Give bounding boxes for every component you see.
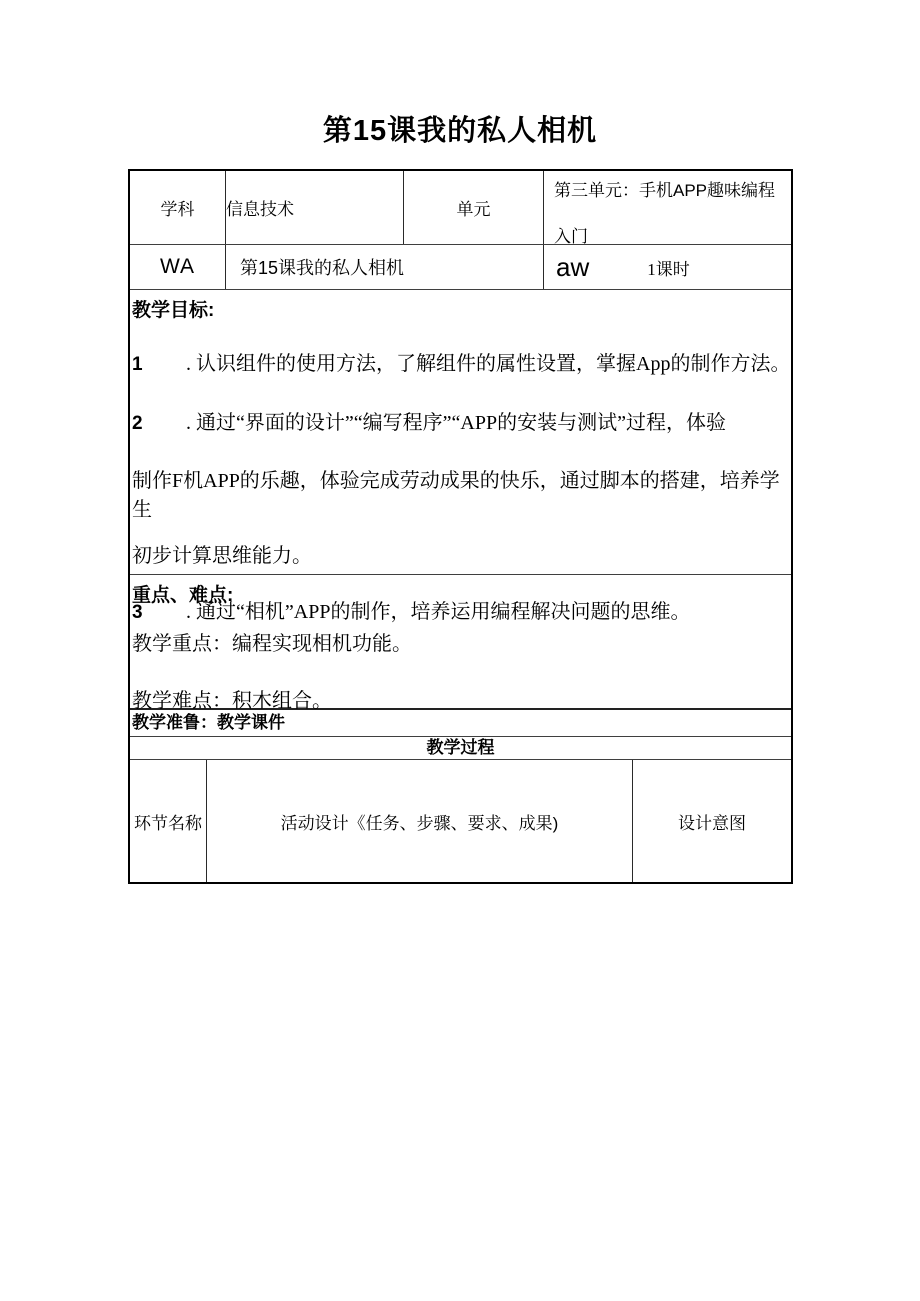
objective-item-2 [132,406,791,435]
objectives-header: 教学目标: [132,300,215,321]
process-col-activity-design: 活动设计《任务、步骤、要求、成果) [207,760,633,882]
objective-text-1: . 认识组件的使用方法，了解组件的属性设置，掌握App的制作方法。 [186,353,791,375]
objective-text-2-continuation: 制作F机APP的乐趣，体验完成劳动成果的快乐，通过脚本的搭建，培养学生 [132,470,780,521]
objective-text-2-continuation-2: 初步计算思维能力。 [132,545,312,567]
lesson-plan-table [128,169,793,884]
objective-text-2: . 通过“界面的设计”“编写程序”“APP的安装与测试”过程，体验 [186,412,726,434]
process-col-design-intent: 设计意图 [678,813,746,833]
table-row-subject-unit [130,171,791,245]
preparation-row: 教学准鲁：教学课件 [130,710,791,737]
subject-label: 学科 [130,171,226,244]
unit-value [544,171,791,244]
process-columns-row [130,760,791,882]
unit-label: 单元 [404,171,544,244]
duration-cell [544,245,791,289]
process-header: 教学过程 [130,737,791,760]
teaching-focus: 教学重点：编程实现相机功能。 [132,633,412,655]
objective-item-1 [132,347,791,376]
objective-number-1: 1 [132,354,143,375]
duration-prefix: aw [556,251,590,282]
objective-number-2: 2 [132,413,143,434]
duration-value: 1课时 [647,259,690,279]
lesson-title: 第15课我的私人相机 [226,245,544,289]
table-row-lesson-duration [130,245,791,290]
objective-text-3: . 通过“相机”APP的制作，培养运用编程解决问题的思维。 [186,601,691,623]
keypoints-header: 重点、难点: [132,585,234,606]
objective-number-3: 3 [132,602,143,623]
process-col-step-name: 环节名称 [130,760,207,882]
code-value: WA [130,245,226,289]
teaching-difficulty: 教学难点：积木组合。 [132,690,332,712]
unit-value-line2: 入门 [554,227,588,244]
page-title: 第15课我的私人相机 [322,115,598,147]
subject-value: 信息技术 [226,171,404,244]
unit-value-line1: 第三单元：手机APP趣味编程 [554,181,776,200]
